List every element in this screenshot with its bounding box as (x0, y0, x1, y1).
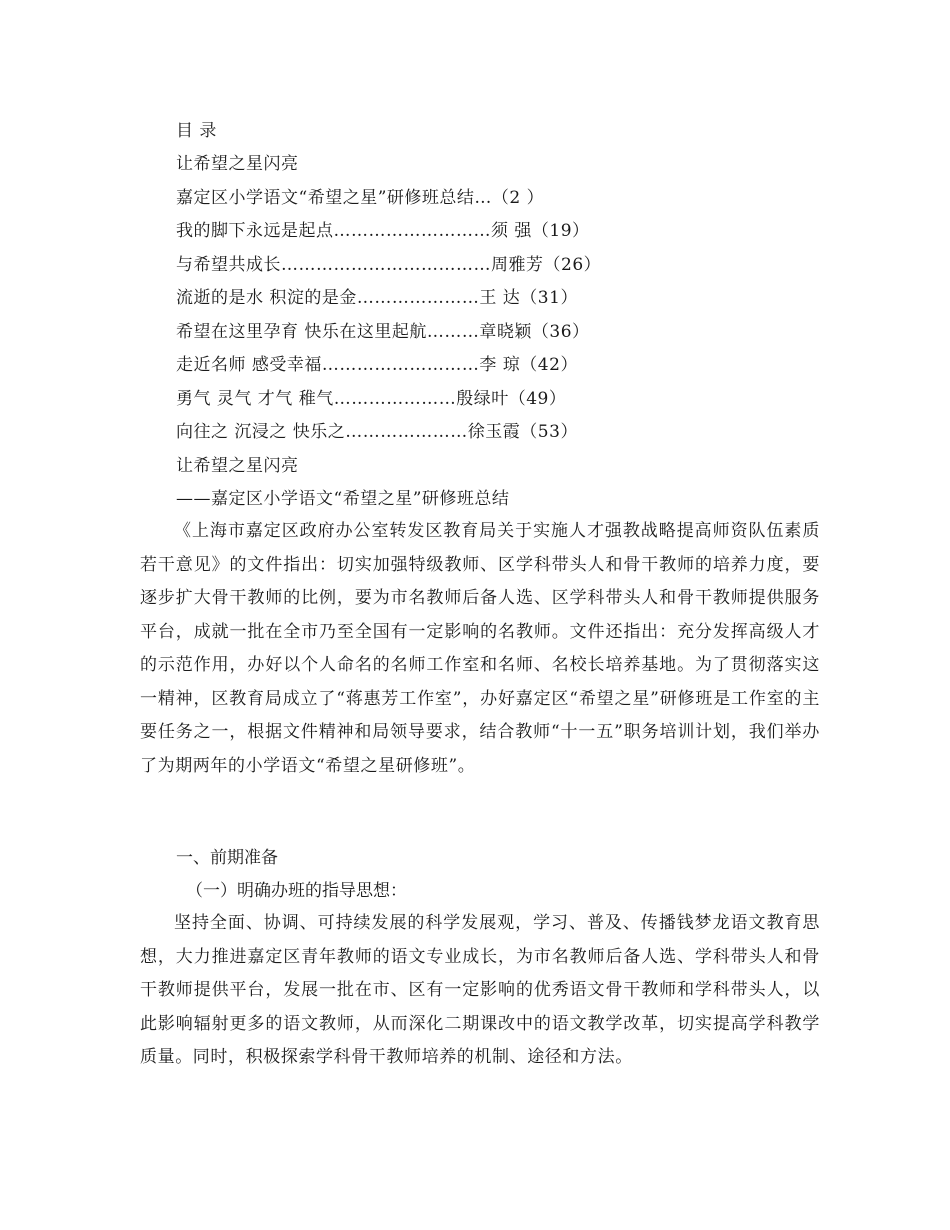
subsection-heading: （一）明确办班的指导思想： (186, 881, 407, 901)
toc-entry: 勇气 灵气 才气 稚气…………………殷绿叶（49） (176, 389, 567, 409)
paragraph-text: 《上海市嘉定区政府办公室转发区教育局关于实施人才强教战略提高师资队伍素质若干意见》的文件指出：切实加强特级教师、区学科带头人和骨干教师的培养力度，要逐步扩大骨干教师的比例，要为市名教师后备人选、区学科带头人和骨干教师提供服务平台，成就一批在全市乃至全国有一定影响的名教师。文件还指出：充分发挥高级人才的示范作用，办好以个人命名的名师工作室和名师、名校长培养基地。为了贯彻落实这一精神，区教育局成立了“蒋惠芳工作室”，办好嘉定区“希望之星”研修班是工作室的主要任务之一，根据文件精神和局领导要求，结合教师“十一五”职务培训计划，我们举办了为期两年的小学语文“希望之星研修班”。 (140, 521, 820, 776)
article-paragraph (140, 907, 820, 1075)
toc-entry: 走近名师 感受幸福………………………李 琼（42） (176, 355, 578, 375)
article-title: 让希望之星闪亮 (176, 456, 299, 476)
article-paragraph (140, 515, 820, 783)
toc-heading: 目 录 (176, 121, 217, 141)
toc-section-title: 让希望之星闪亮 (176, 154, 299, 174)
paragraph-text: 坚持全面、协调、可持续发展的科学发展观，学习、普及、传播钱梦龙语文教育思想，大力推进嘉定区青年教师的语文专业成长，为市名教师后备人选、学科带头人和骨干教师提供平台，发展一批在市、区有一定影响的优秀语文骨干教师和学科带头人，以此影响辐射更多的语文教师，从而深化二期课改中的语文教学改革，切实提高学科教学质量。同时，积极探索学科骨干教师培养的机制、途径和方法。 (140, 913, 820, 1067)
article-subtitle: ——嘉定区小学语文“希望之星”研修班总结 (176, 489, 510, 509)
toc-entry: 嘉定区小学语文“希望之星”研修班总结…（2 ） (176, 188, 545, 208)
toc-entry: 流逝的是水 积淀的是金…………………王 达（31） (176, 288, 578, 308)
toc-entry: 希望在这里孕育 快乐在这里起航………章晓颖（36） (176, 322, 590, 342)
toc-entry: 向往之 沉浸之 快乐之…………………徐玉霞（53） (176, 422, 578, 442)
toc-entry: 与希望共成长………………………………周雅芳（26） (176, 255, 602, 275)
toc-entry: 我的脚下永远是起点………………………须 强（19） (176, 221, 590, 241)
section-heading: 一、前期准备 (176, 848, 278, 868)
